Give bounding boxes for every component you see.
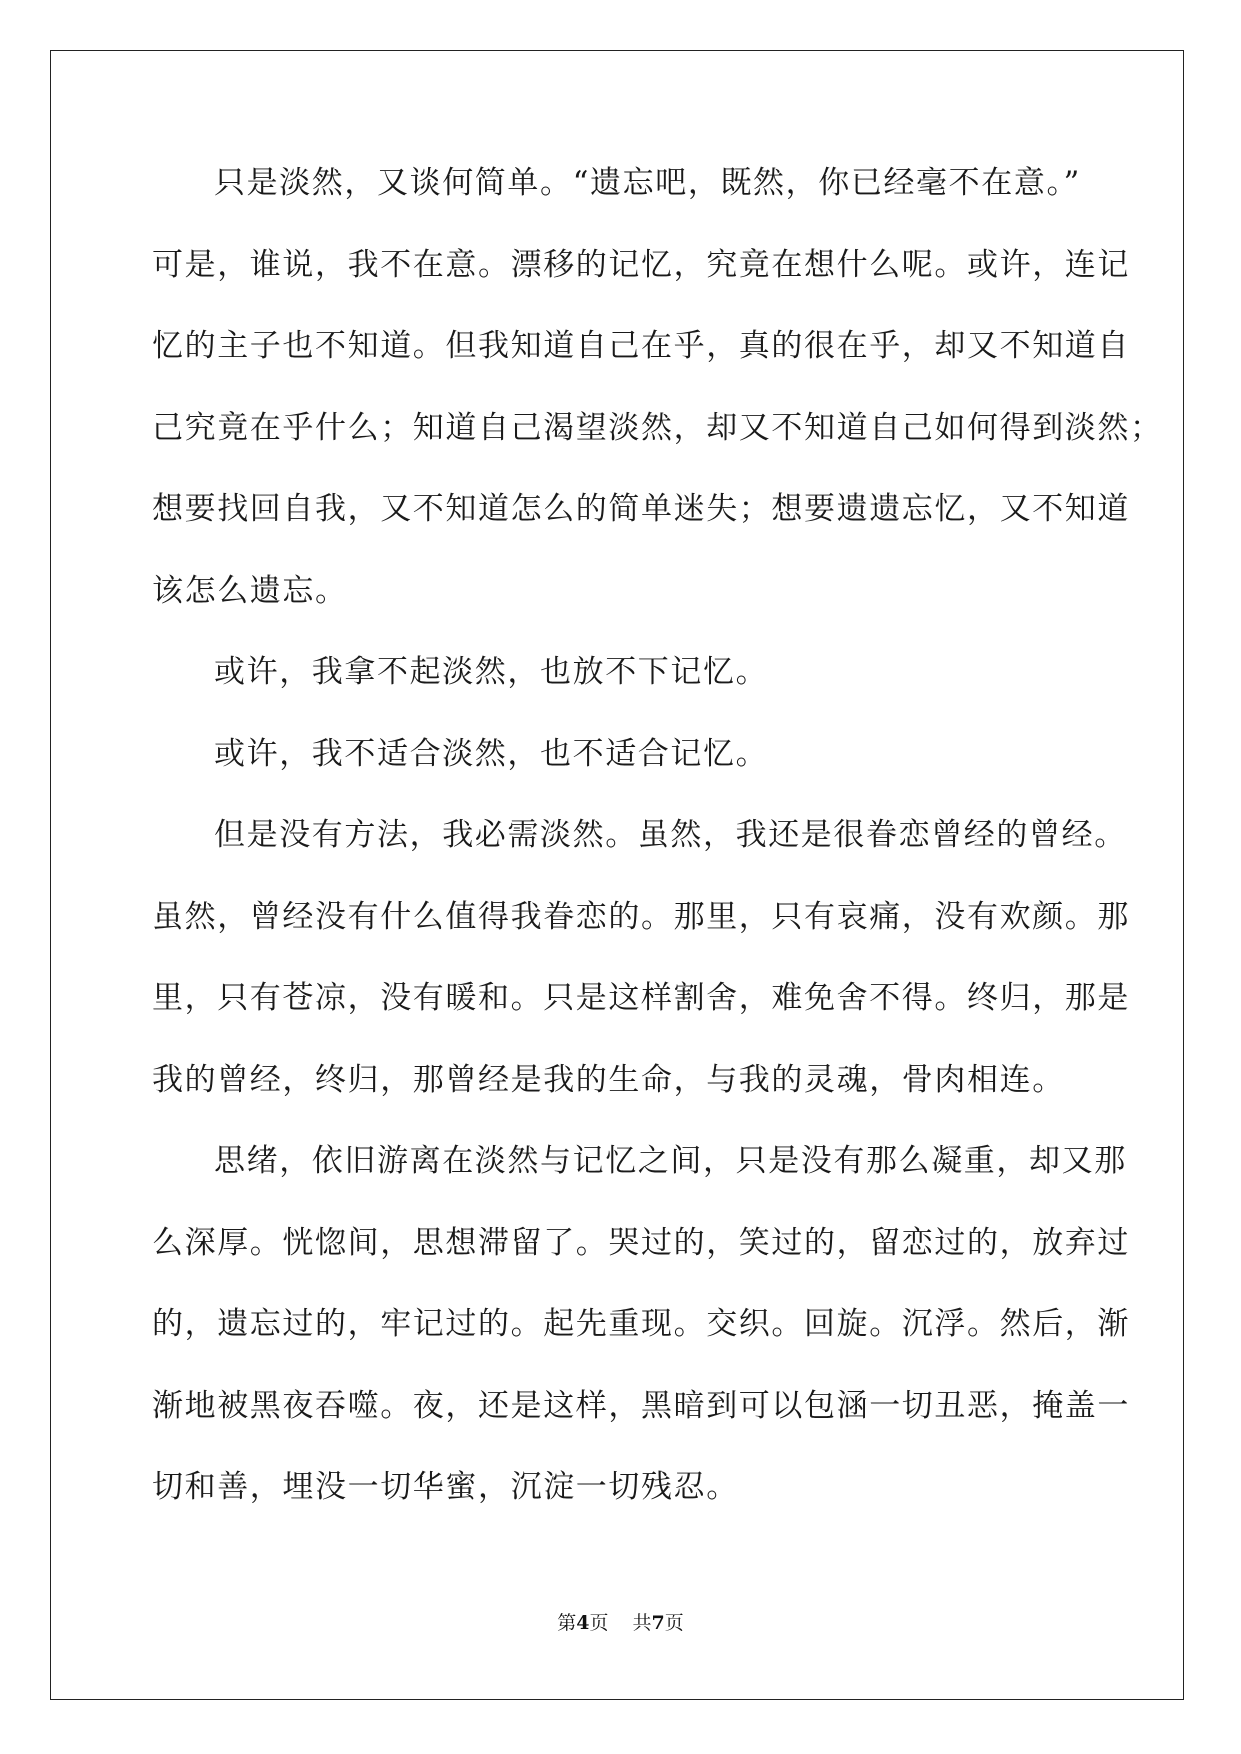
text-line: 思绪，依旧游离在淡然与记忆之间，只是没有那么凝重，却又那 xyxy=(214,1143,1127,1179)
page-suffix: 页 xyxy=(589,1612,609,1634)
text-line: 想要找回自我，又不知道怎么的简单迷失；想要遗遗忘忆，又不知道 xyxy=(152,491,1130,527)
text-line: 虽然，曾经没有什么值得我眷恋的。那里，只有哀痛，没有欢颜。那 xyxy=(152,898,1130,935)
page-number: 4 xyxy=(576,1612,590,1634)
page-prefix: 第 xyxy=(557,1612,577,1634)
text-line: 可是，谁说，我不在意。漂移的记忆，究竟在想什么呢。或许，连记 xyxy=(152,246,1130,283)
page-footer xyxy=(0,1611,1241,1635)
total-prefix: 共 xyxy=(632,1612,652,1634)
text-line: 我的曾经，终归，那曾经是我的生命，与我的灵魂，骨肉相连。 xyxy=(152,1061,1065,1098)
text-line: 渐地被黑夜吞噬。夜，还是这样，黑暗到可以包涵一切丑恶，掩盖一 xyxy=(152,1387,1130,1424)
total-pages: 7 xyxy=(651,1612,665,1634)
text-line: 么深厚。恍惚间，思想滞留了。哭过的，笑过的，留恋过的，放弃过 xyxy=(152,1224,1130,1261)
text-line: 该怎么遗忘。 xyxy=(152,572,348,609)
text-line: 己究竟在乎什么；知道自己渴望淡然，却又不知道自己如何得到淡然； xyxy=(152,409,1163,446)
document-body xyxy=(152,160,1163,1546)
text-line: 只是淡然，又谈何简单。“遗忘吧，既然，你已经毫不在意。” xyxy=(214,165,1081,201)
text-line: 或许，我不适合淡然，也不适合记忆。 xyxy=(214,735,769,772)
text-line: 切和善，埋没一切华蜜，沉淀一切残忍。 xyxy=(152,1469,739,1505)
text-line: 里，只有苍凉，没有暖和。只是这样割舍，难免舍不得。终归，那是 xyxy=(152,980,1130,1016)
text-line: 或许，我拿不起淡然，也放不下记忆。 xyxy=(214,654,769,690)
text-line: 但是没有方法，我必需淡然。虽然，我还是很眷恋曾经的曾经。 xyxy=(214,817,1127,853)
text-line: 的，遗忘过的，牢记过的。起先重现。交织。回旋。沉浮。然后，渐 xyxy=(152,1306,1130,1342)
text-line: 忆的主子也不知道。但我知道自己在乎，真的很在乎，却又不知道自 xyxy=(152,328,1130,364)
total-suffix: 页 xyxy=(664,1612,684,1634)
